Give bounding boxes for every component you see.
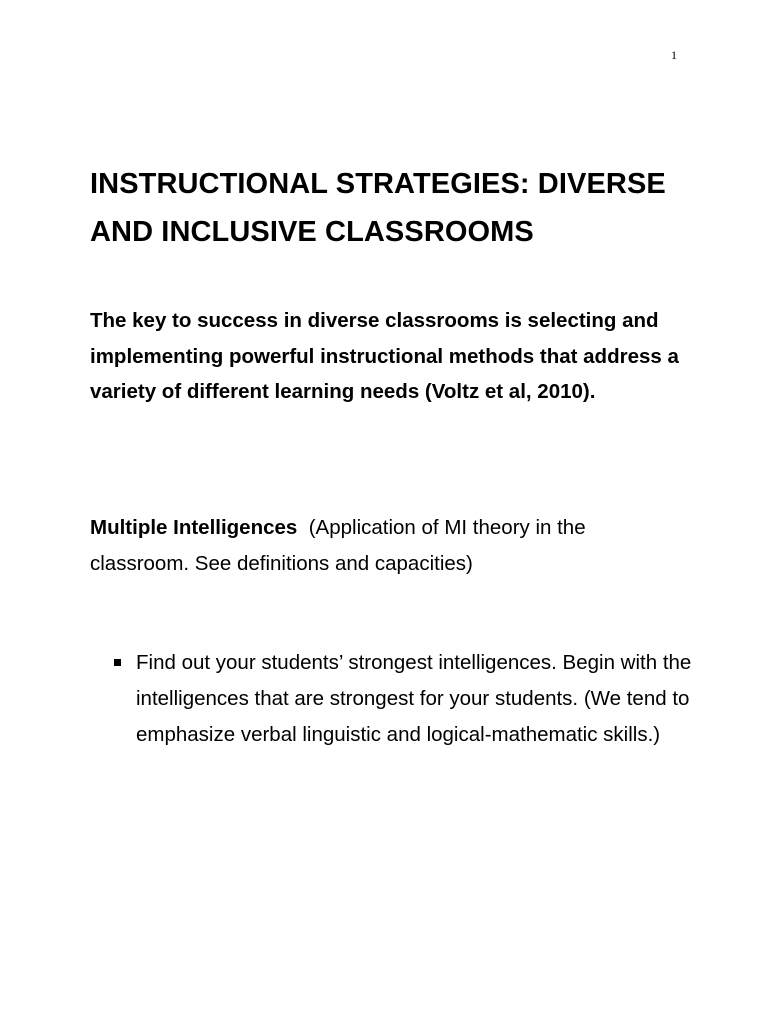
multiple-intelligences-paragraph (90, 510, 690, 582)
bullet-list (112, 645, 692, 753)
intro-paragraph: The key to success in diverse classrooms is selecting and implementing powerful instructional methods that address a variety of different learning needs (Voltz et al, 2010). (90, 309, 679, 403)
square-bullet-icon (114, 659, 121, 666)
document-title: INSTRUCTIONAL STRATEGIES: DIVERSE AND INCLUSIVE CLASSROOMS (90, 168, 666, 248)
multiple-intelligences-description: (Application of MI theory in the classroom. See definitions and capacities) (90, 516, 586, 575)
bullet-item (112, 645, 692, 753)
bullet-text: Find out your students’ strongest intelligences. Begin with the intelligences that are strongest for your students. (We tend to emphasize verbal linguistic and logical-mathematic skills.) (136, 651, 692, 746)
multiple-intelligences-label: Multiple Intelligences (90, 516, 298, 539)
page-number: 1 (671, 48, 677, 62)
